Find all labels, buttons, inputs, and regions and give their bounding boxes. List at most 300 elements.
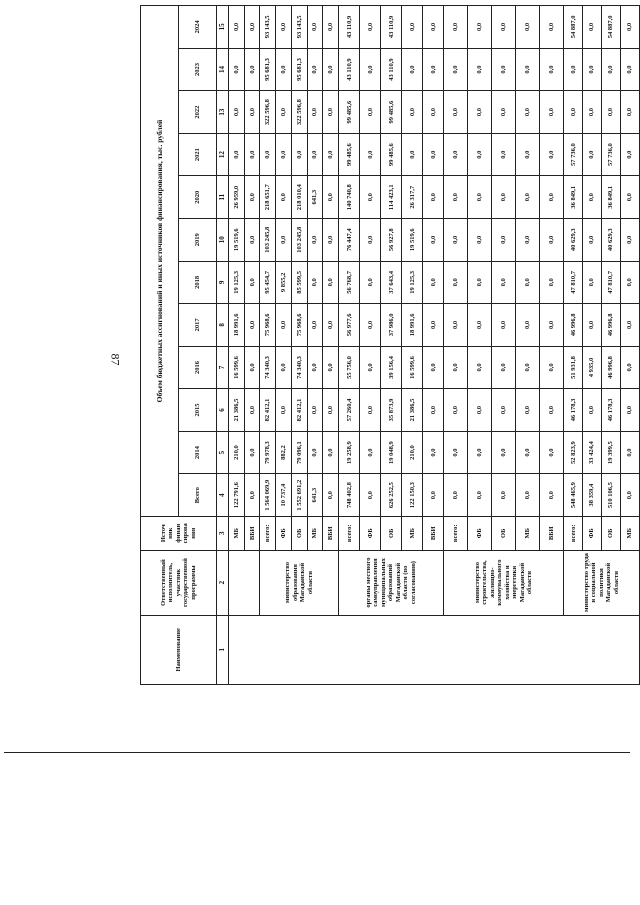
value-cell: 0,0: [620, 474, 639, 517]
source-cell: всего:: [339, 516, 360, 550]
value-cell: 0,0: [492, 261, 516, 304]
value-cell: 82 412,1: [260, 389, 276, 432]
value-cell: 0,0: [620, 176, 639, 219]
value-cell: 210,0: [402, 431, 423, 474]
value-cell: 0,0: [229, 133, 245, 176]
value-cell: 0,0: [244, 431, 260, 474]
value-cell: 0,0: [492, 389, 516, 432]
value-cell: 18 991,6: [229, 304, 245, 347]
value-cell: 748 402,8: [339, 474, 360, 517]
value-cell: 0,0: [620, 304, 639, 347]
value-cell: 218 010,4: [291, 176, 307, 219]
value-cell: 0,0: [540, 346, 564, 389]
value-cell: 93 143,5: [291, 6, 307, 49]
value-cell: 0,0: [423, 133, 444, 176]
source-cell: МБ: [620, 516, 639, 550]
value-cell: 99 485,6: [339, 91, 360, 134]
value-cell: 37 643,4: [381, 261, 402, 304]
value-cell: 0,0: [360, 474, 381, 517]
value-cell: 0,0: [323, 6, 339, 49]
value-cell: 0,0: [423, 261, 444, 304]
value-cell: 510 106,5: [601, 474, 620, 517]
value-cell: 0,0: [323, 474, 339, 517]
column-number: 2: [217, 550, 229, 615]
table-row: [229, 6, 245, 685]
source-cell: ВБИ: [423, 516, 444, 550]
value-cell: 0,0: [444, 304, 468, 347]
source-cell: МБ: [307, 516, 323, 550]
header-year: 2017: [179, 304, 217, 347]
value-cell: 4 935,0: [583, 346, 602, 389]
value-cell: 19 519,6: [229, 219, 245, 262]
value-cell: 0,0: [323, 219, 339, 262]
source-cell: ФБ: [360, 516, 381, 550]
value-cell: 140 740,8: [339, 176, 360, 219]
value-cell: 0,0: [276, 304, 292, 347]
value-cell: 122 150,3: [402, 474, 423, 517]
value-cell: 0,0: [402, 91, 423, 134]
column-number: 5: [217, 431, 229, 474]
value-cell: 43 110,9: [381, 48, 402, 91]
source-cell: ВБИ: [540, 516, 564, 550]
value-cell: 548 465,9: [564, 474, 583, 517]
header-year: 2015: [179, 389, 217, 432]
value-cell: 0,0: [307, 431, 323, 474]
value-cell: 0,0: [620, 133, 639, 176]
value-cell: 18 991,6: [402, 304, 423, 347]
value-cell: 0,0: [360, 346, 381, 389]
value-cell: 26 959,0: [229, 176, 245, 219]
value-cell: 0,0: [620, 219, 639, 262]
value-cell: 0,0: [540, 261, 564, 304]
value-cell: 0,0: [540, 219, 564, 262]
value-cell: 0,0: [516, 6, 540, 49]
value-cell: 46 178,3: [601, 389, 620, 432]
executor-cell: министерство образования Магаданской области: [260, 550, 339, 615]
value-cell: 0,0: [323, 48, 339, 91]
value-cell: 0,0: [583, 219, 602, 262]
header-year: 2016: [179, 346, 217, 389]
value-cell: 0,0: [260, 133, 276, 176]
table-row: [339, 6, 360, 685]
source-cell: ОБ: [381, 516, 402, 550]
value-cell: 19 519,6: [402, 219, 423, 262]
value-cell: 0,0: [360, 133, 381, 176]
value-cell: 0,0: [444, 474, 468, 517]
value-cell: 0,0: [276, 133, 292, 176]
source-cell: МБ: [516, 516, 540, 550]
value-cell: 0,0: [360, 91, 381, 134]
value-cell: 0,0: [323, 133, 339, 176]
value-cell: 0,0: [444, 176, 468, 219]
value-cell: 0,0: [468, 304, 492, 347]
value-cell: 0,0: [540, 176, 564, 219]
value-cell: 0,0: [620, 48, 639, 91]
value-cell: 0,0: [468, 176, 492, 219]
value-cell: 95 454,7: [260, 261, 276, 304]
source-cell: ФБ: [276, 516, 292, 550]
value-cell: 0,0: [583, 261, 602, 304]
value-cell: 0,0: [244, 91, 260, 134]
value-cell: 0,0: [423, 48, 444, 91]
column-number: 13: [217, 91, 229, 134]
value-cell: 0,0: [423, 346, 444, 389]
value-cell: 56 927,8: [381, 219, 402, 262]
header-source: Источ ник финан сирова ния: [141, 516, 217, 550]
source-cell: ФБ: [583, 516, 602, 550]
value-cell: 641,3: [307, 176, 323, 219]
value-cell: 0,0: [244, 389, 260, 432]
source-cell: ОБ: [291, 516, 307, 550]
value-cell: 0,0: [402, 6, 423, 49]
value-cell: 36 849,1: [564, 176, 583, 219]
value-cell: 0,0: [307, 261, 323, 304]
value-cell: 0,0: [492, 431, 516, 474]
value-cell: 43 110,9: [381, 6, 402, 49]
value-cell: 0,0: [516, 133, 540, 176]
value-cell: 82 412,1: [291, 389, 307, 432]
value-cell: 0,0: [360, 219, 381, 262]
value-cell: 1 552 691,2: [291, 474, 307, 517]
column-number: 15: [217, 6, 229, 49]
value-cell: 0,0: [244, 474, 260, 517]
value-cell: 0,0: [360, 304, 381, 347]
value-cell: 40 629,3: [564, 219, 583, 262]
value-cell: 75 968,6: [260, 304, 276, 347]
value-cell: 0,0: [540, 48, 564, 91]
value-cell: 0,0: [620, 431, 639, 474]
source-cell: ОБ: [601, 516, 620, 550]
value-cell: 0,0: [229, 6, 245, 49]
value-cell: 46 996,8: [601, 304, 620, 347]
naimenovanie-cell: [229, 615, 640, 684]
value-cell: 46 178,3: [564, 389, 583, 432]
value-cell: 0,0: [492, 48, 516, 91]
value-cell: 0,0: [444, 91, 468, 134]
value-cell: 322 596,8: [260, 91, 276, 134]
value-cell: 52 823,9: [564, 431, 583, 474]
header-year: 2021: [179, 133, 217, 176]
value-cell: 99 485,6: [381, 91, 402, 134]
executor-cell: органы местного самоуправления муниципальных образований Магаданской области (по согласованию): [339, 550, 444, 615]
value-cell: 79 096,1: [291, 431, 307, 474]
value-cell: 85 599,5: [291, 261, 307, 304]
value-cell: 38 359,4: [583, 474, 602, 517]
value-cell: 75 968,6: [291, 304, 307, 347]
value-cell: 0,0: [516, 474, 540, 517]
source-cell: ВБИ: [323, 516, 339, 550]
value-cell: 0,0: [516, 389, 540, 432]
value-cell: 0,0: [244, 304, 260, 347]
value-cell: 0,0: [229, 91, 245, 134]
value-cell: 10 737,4: [276, 474, 292, 517]
value-cell: 0,0: [307, 6, 323, 49]
value-cell: 0,0: [444, 261, 468, 304]
budget-table-rotated: [140, 5, 640, 685]
value-cell: 0,0: [540, 431, 564, 474]
value-cell: 21 386,5: [229, 389, 245, 432]
table-row: [444, 6, 468, 685]
value-cell: 0,0: [307, 133, 323, 176]
value-cell: 57 736,0: [564, 133, 583, 176]
value-cell: 1 564 069,9: [260, 474, 276, 517]
page-number: 87: [108, 353, 123, 366]
value-cell: 0,0: [492, 133, 516, 176]
value-cell: 21 386,5: [402, 389, 423, 432]
value-cell: 0,0: [423, 431, 444, 474]
source-cell: МБ: [229, 516, 245, 550]
budget-table: [140, 5, 640, 685]
value-cell: 43 110,9: [339, 48, 360, 91]
column-number: 6: [217, 389, 229, 432]
value-cell: 0,0: [360, 389, 381, 432]
value-cell: 0,0: [307, 91, 323, 134]
header-year: 2018: [179, 261, 217, 304]
value-cell: 0,0: [492, 474, 516, 517]
value-cell: 0,0: [323, 91, 339, 134]
header-naimenovanie: Наименование: [141, 615, 217, 684]
column-number: 3: [217, 516, 229, 550]
value-cell: 0,0: [468, 133, 492, 176]
value-cell: 0,0: [468, 91, 492, 134]
value-cell: 0,0: [540, 304, 564, 347]
column-number: 10: [217, 219, 229, 262]
value-cell: 0,0: [492, 91, 516, 134]
value-cell: 79 978,3: [260, 431, 276, 474]
value-cell: 626 252,5: [381, 474, 402, 517]
value-cell: 40 629,3: [601, 219, 620, 262]
value-cell: 0,0: [601, 91, 620, 134]
source-cell: ВБИ: [244, 516, 260, 550]
value-cell: 0,0: [492, 219, 516, 262]
value-cell: 95 681,3: [291, 48, 307, 91]
column-number: 9: [217, 261, 229, 304]
value-cell: 55 756,0: [339, 346, 360, 389]
value-cell: 0,0: [540, 133, 564, 176]
value-cell: 0,0: [468, 219, 492, 262]
value-cell: 0,0: [564, 91, 583, 134]
source-cell: ОБ: [492, 516, 516, 550]
value-cell: 0,0: [468, 431, 492, 474]
value-cell: 56 977,6: [339, 304, 360, 347]
value-cell: 56 768,7: [339, 261, 360, 304]
value-cell: 0,0: [540, 389, 564, 432]
value-cell: 0,0: [516, 219, 540, 262]
source-cell: всего:: [260, 516, 276, 550]
value-cell: 0,0: [468, 48, 492, 91]
value-cell: 9 855,2: [276, 261, 292, 304]
header-year: 2022: [179, 91, 217, 134]
column-number: 11: [217, 176, 229, 219]
table-row: [564, 6, 583, 685]
value-cell: 0,0: [468, 6, 492, 49]
value-cell: 0,0: [601, 48, 620, 91]
value-cell: 0,0: [444, 389, 468, 432]
value-cell: 0,0: [276, 6, 292, 49]
value-cell: 0,0: [620, 261, 639, 304]
value-cell: 0,0: [620, 91, 639, 134]
value-cell: 122 791,6: [229, 474, 245, 517]
value-cell: 0,0: [444, 48, 468, 91]
value-cell: 210,0: [229, 431, 245, 474]
value-cell: 0,0: [423, 219, 444, 262]
value-cell: 54 887,0: [601, 6, 620, 49]
value-cell: 0,0: [516, 176, 540, 219]
value-cell: 0,0: [468, 389, 492, 432]
value-cell: 19 048,9: [381, 431, 402, 474]
value-cell: 0,0: [276, 176, 292, 219]
value-cell: 0,0: [423, 304, 444, 347]
value-cell: 0,0: [423, 6, 444, 49]
column-number: 8: [217, 304, 229, 347]
value-cell: 0,0: [276, 219, 292, 262]
value-cell: 0,0: [323, 431, 339, 474]
header-year: 2019: [179, 219, 217, 262]
header-year: 2020: [179, 176, 217, 219]
column-number: 7: [217, 346, 229, 389]
value-cell: 0,0: [423, 474, 444, 517]
value-cell: 0,0: [516, 91, 540, 134]
value-cell: 0,0: [516, 346, 540, 389]
value-cell: 0,0: [229, 48, 245, 91]
value-cell: 16 599,6: [229, 346, 245, 389]
value-cell: 0,0: [620, 6, 639, 49]
value-cell: 26 317,7: [402, 176, 423, 219]
value-cell: 0,0: [444, 346, 468, 389]
value-cell: 0,0: [307, 48, 323, 91]
header-vsego: Всего: [179, 474, 217, 517]
header-year: 2023: [179, 48, 217, 91]
value-cell: 0,0: [492, 304, 516, 347]
value-cell: 37 986,0: [381, 304, 402, 347]
value-cell: 0,0: [540, 91, 564, 134]
footer-rule: [4, 752, 630, 753]
source-cell: всего:: [444, 516, 468, 550]
value-cell: 19 125,3: [402, 261, 423, 304]
value-cell: 0,0: [564, 48, 583, 91]
value-cell: 0,0: [620, 389, 639, 432]
value-cell: 0,0: [423, 176, 444, 219]
value-cell: 0,0: [583, 389, 602, 432]
value-cell: 0,0: [583, 133, 602, 176]
value-cell: 0,0: [492, 6, 516, 49]
value-cell: 322 596,8: [291, 91, 307, 134]
value-cell: 0,0: [583, 304, 602, 347]
value-cell: 103 245,8: [260, 219, 276, 262]
value-cell: 99 485,6: [381, 133, 402, 176]
value-cell: 0,0: [444, 431, 468, 474]
value-cell: 0,0: [244, 346, 260, 389]
value-cell: 0,0: [583, 48, 602, 91]
value-cell: 641,3: [307, 474, 323, 517]
value-cell: 0,0: [360, 176, 381, 219]
executor-cell: министерство строительства, жилищно-коммунального хозяйства и энергетики Магаданской области: [444, 550, 564, 615]
value-cell: 0,0: [583, 6, 602, 49]
value-cell: 0,0: [307, 389, 323, 432]
value-cell: 0,0: [307, 346, 323, 389]
value-cell: 0,0: [360, 261, 381, 304]
value-cell: 19 399,5: [601, 431, 620, 474]
value-cell: 0,0: [516, 304, 540, 347]
source-cell: МБ: [402, 516, 423, 550]
value-cell: 76 447,4: [339, 219, 360, 262]
value-cell: 46 996,8: [564, 304, 583, 347]
value-cell: 0,0: [516, 431, 540, 474]
column-number: 1: [217, 615, 229, 684]
value-cell: 57 736,0: [601, 133, 620, 176]
value-cell: 74 340,3: [291, 346, 307, 389]
value-cell: 0,0: [323, 304, 339, 347]
value-cell: 0,0: [276, 389, 292, 432]
header-year: 2024: [179, 6, 217, 49]
value-cell: 0,0: [323, 389, 339, 432]
source-cell: ФБ: [468, 516, 492, 550]
value-cell: 39 156,4: [381, 346, 402, 389]
value-cell: 0,0: [276, 91, 292, 134]
value-cell: 114 423,1: [381, 176, 402, 219]
value-cell: 0,0: [323, 261, 339, 304]
value-cell: 103 245,8: [291, 219, 307, 262]
value-cell: 16 599,6: [402, 346, 423, 389]
value-cell: 0,0: [307, 219, 323, 262]
value-cell: 0,0: [444, 6, 468, 49]
value-cell: 95 681,3: [260, 48, 276, 91]
value-cell: 0,0: [244, 6, 260, 49]
header-caption: Объем бюджетных ассигнований и иных источников финансирования, тыс. рублей: [141, 6, 179, 517]
value-cell: 93 143,5: [260, 6, 276, 49]
value-cell: 0,0: [620, 346, 639, 389]
value-cell: 0,0: [468, 261, 492, 304]
value-cell: 57 260,4: [339, 389, 360, 432]
value-cell: 47 810,7: [601, 261, 620, 304]
value-cell: 0,0: [244, 133, 260, 176]
value-cell: 0,0: [323, 176, 339, 219]
value-cell: 0,0: [323, 346, 339, 389]
value-cell: 0,0: [244, 219, 260, 262]
value-cell: 0,0: [583, 176, 602, 219]
column-number: 4: [217, 474, 229, 517]
column-number: 12: [217, 133, 229, 176]
value-cell: 882,2: [276, 431, 292, 474]
value-cell: 0,0: [423, 389, 444, 432]
executor-cell: [229, 550, 260, 615]
column-number: 14: [217, 48, 229, 91]
executor-cell: министерство труда и социальной политики Магаданской области: [564, 550, 640, 615]
source-cell: всего:: [564, 516, 583, 550]
value-cell: 0,0: [244, 48, 260, 91]
value-cell: 0,0: [423, 91, 444, 134]
value-cell: 99 485,6: [339, 133, 360, 176]
header-year: 2014: [179, 431, 217, 474]
value-cell: 0,0: [444, 219, 468, 262]
value-cell: 0,0: [583, 91, 602, 134]
value-cell: 54 887,0: [564, 6, 583, 49]
value-cell: 0,0: [492, 176, 516, 219]
value-cell: 47 810,7: [564, 261, 583, 304]
value-cell: 0,0: [276, 48, 292, 91]
value-cell: 74 340,3: [260, 346, 276, 389]
value-cell: 36 849,1: [601, 176, 620, 219]
value-cell: 0,0: [444, 133, 468, 176]
value-cell: 43 110,9: [339, 6, 360, 49]
value-cell: 0,0: [244, 176, 260, 219]
value-cell: 0,0: [516, 48, 540, 91]
value-cell: 0,0: [276, 346, 292, 389]
value-cell: 0,0: [244, 261, 260, 304]
value-cell: 0,0: [402, 48, 423, 91]
value-cell: 0,0: [291, 133, 307, 176]
value-cell: 35 873,9: [381, 389, 402, 432]
